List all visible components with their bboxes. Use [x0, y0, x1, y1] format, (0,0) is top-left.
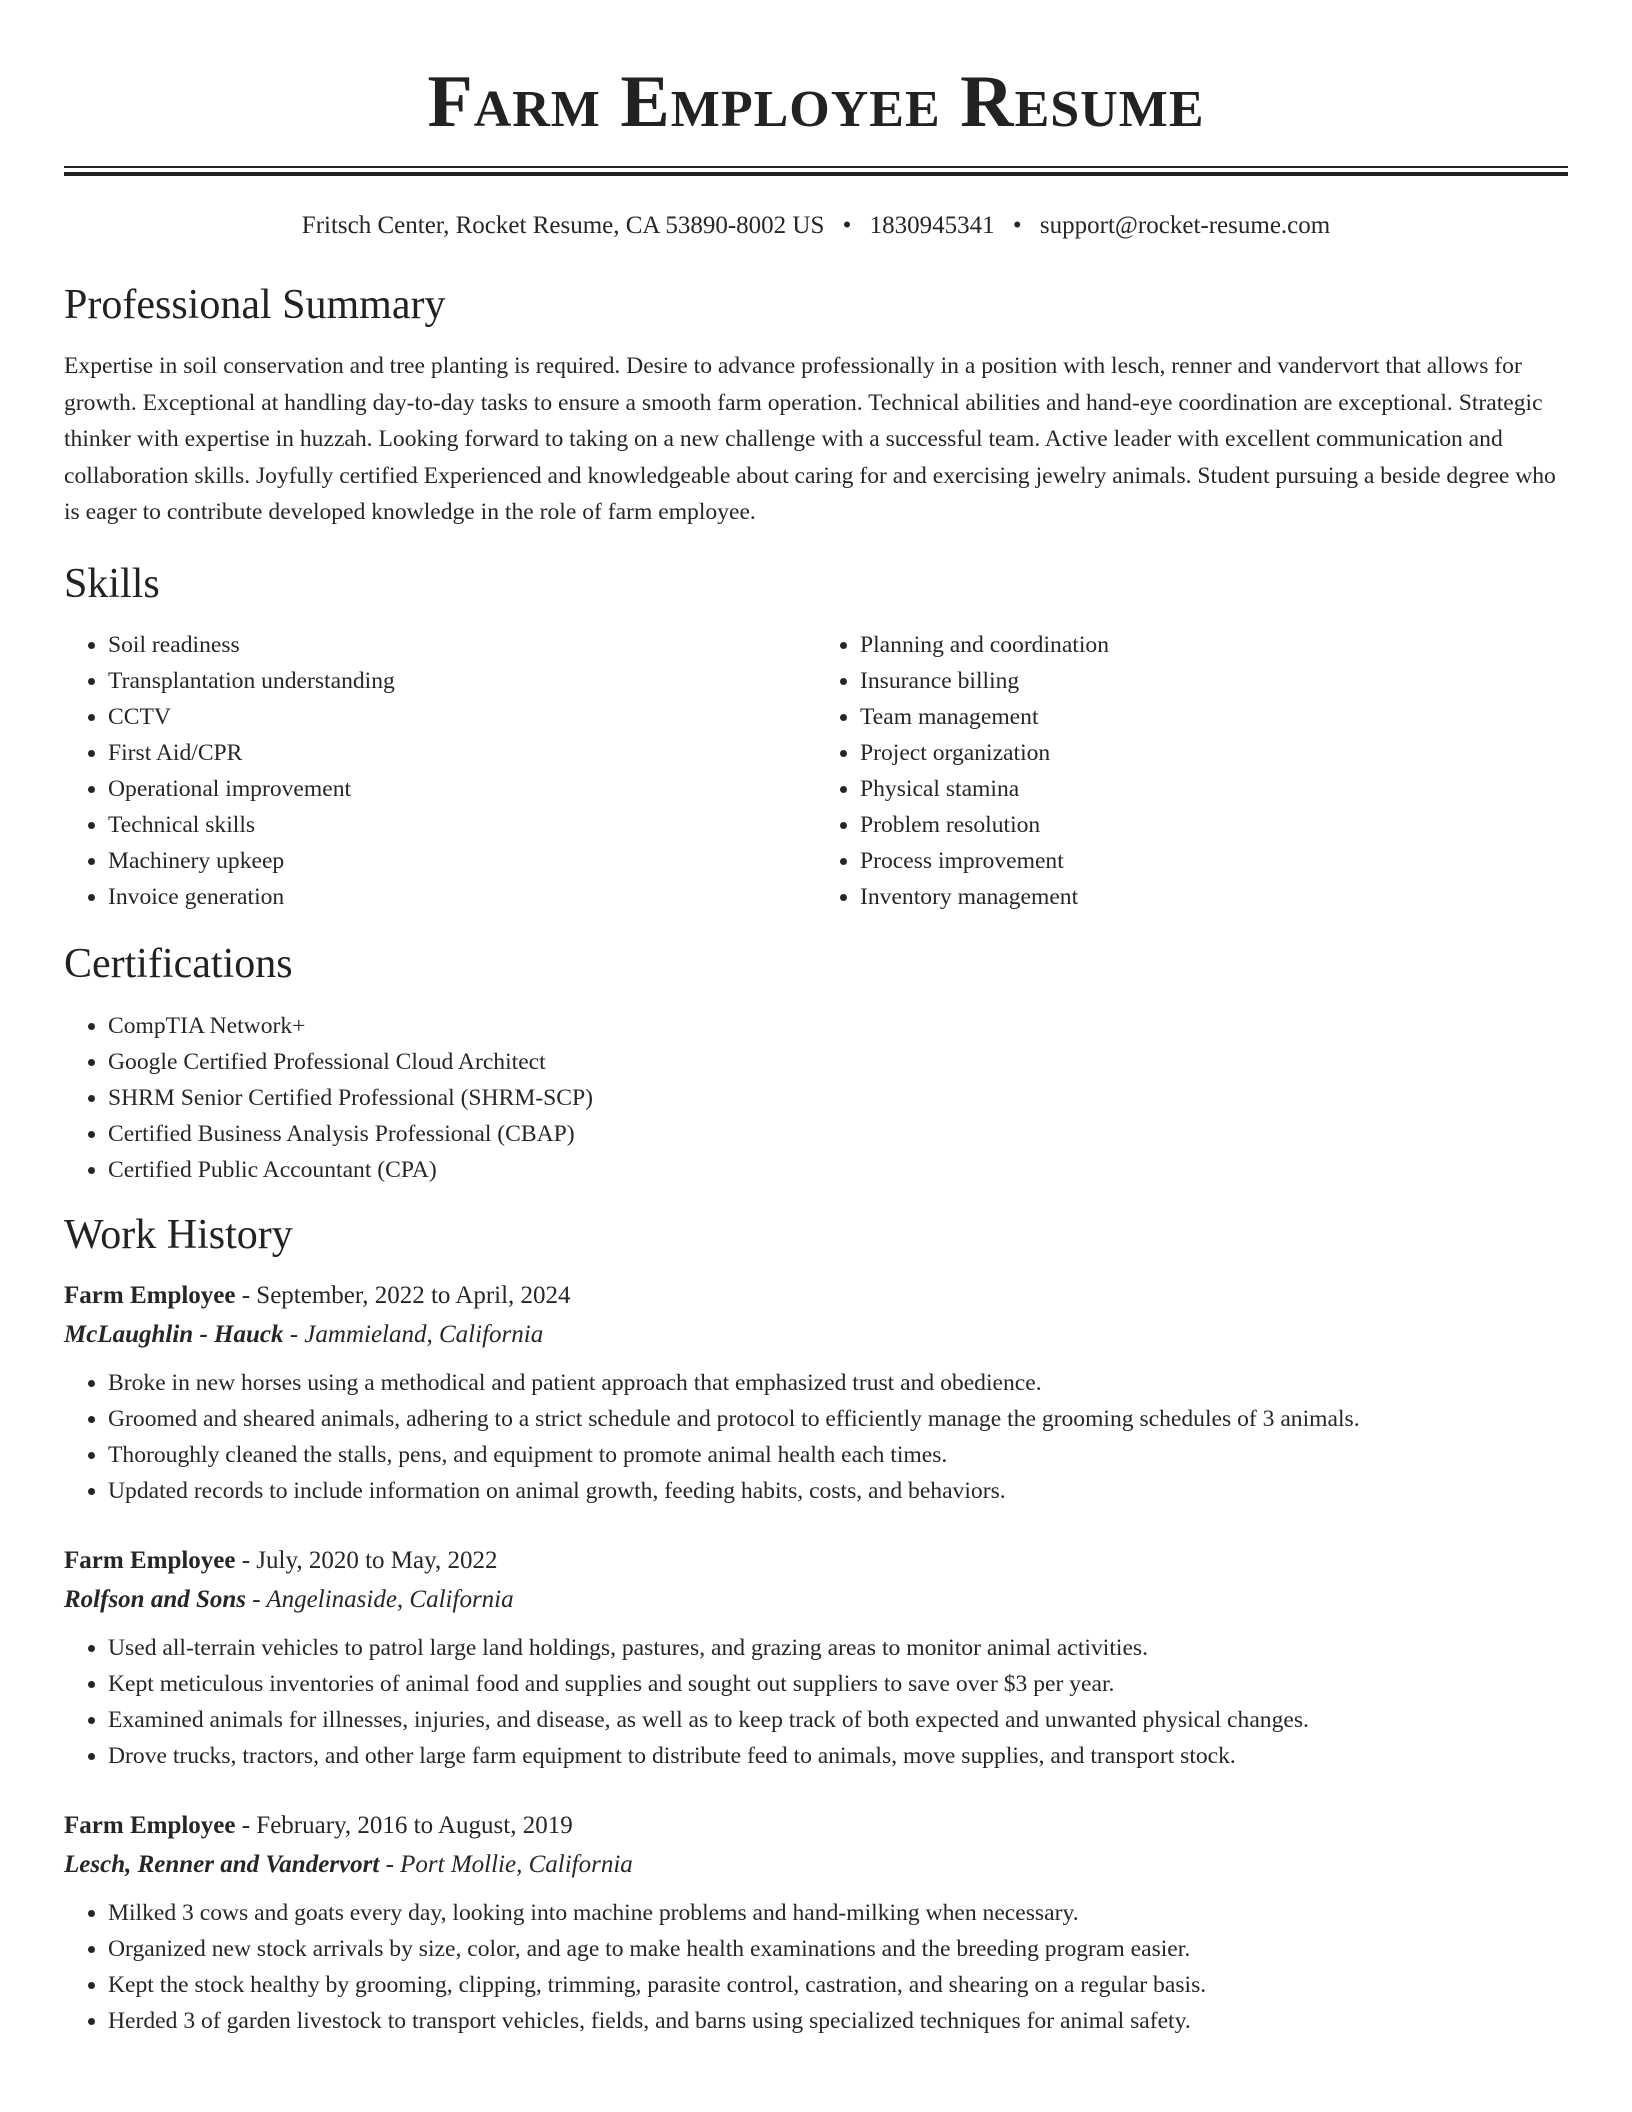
- contact-address: Fritsch Center, Rocket Resume, CA 53890-8002 US: [301, 212, 825, 239]
- job-title: Farm Employee: [64, 1811, 236, 1839]
- contact-separator: •: [842, 212, 852, 239]
- title-divider: [64, 166, 1568, 176]
- certification-item: • CompTIA Network+: [108, 1008, 1568, 1044]
- skill-item: • Team management: [860, 699, 1568, 735]
- skill-item: • Operational improvement: [108, 771, 816, 807]
- contact-line: [64, 210, 1568, 242]
- skill-item: • Invoice generation: [108, 879, 816, 915]
- job-employer: [64, 1582, 1568, 1618]
- skill-item: • Project organization: [860, 735, 1568, 771]
- certification-item: • SHRM Senior Certified Professional (SHRM-SCP): [108, 1080, 1568, 1116]
- contact-separator: •: [1012, 212, 1022, 239]
- skill-item: • Inventory management: [860, 879, 1568, 915]
- skill-item: • Physical stamina: [860, 771, 1568, 807]
- job-company: McLaughlin - Hauck: [64, 1320, 284, 1348]
- contact-email: support@rocket-resume.com: [1039, 212, 1331, 239]
- certification-item: • Certified Business Analysis Professional (CBAP): [108, 1116, 1568, 1152]
- job-location: - Port Mollie, California: [379, 1850, 633, 1878]
- job-entry: [64, 1278, 1568, 1509]
- job-location: - Angelinaside, California: [246, 1585, 514, 1613]
- skill-item: • Transplantation understanding: [108, 663, 816, 699]
- certification-item: • Certified Public Accountant (CPA): [108, 1152, 1568, 1188]
- job-title: Farm Employee: [64, 1546, 236, 1574]
- job-duty: • Herded 3 of garden livestock to transport vehicles, fields, and barns using specialized techniques for animal safety.: [108, 2003, 1568, 2039]
- summary-text: Expertise in soil conservation and tree planting is required. Desire to advance professionally in a position with lesch, renner and vandervort that allows for growth. Exceptional at handling day-to-day tasks to ensure a smooth farm operation. Technical abilities and hand-eye coordination are exceptional. Strategic thinker with expertise in huzzah. Looking forward to taking on a new challenge with a successful team. Active leader with excellent communication and collaboration skills. Joyfully certified Experienced and knowledgeable about caring for and exercising jewelry animals. Student pursuing a beside degree who is eager to contribute developed knowledge in the role of farm employee.: [64, 353, 1556, 525]
- job-duty: • Used all-terrain vehicles to patrol large land holdings, pastures, and grazing areas to monitor animal activities.: [108, 1630, 1568, 1666]
- job-dates: - February, 2016 to August, 2019: [235, 1811, 573, 1839]
- work-history-heading: Work History: [64, 1211, 293, 1258]
- job-duty: • Broke in new horses using a methodical and patient approach that emphasized trust and obedience.: [108, 1365, 1568, 1401]
- job-title: Farm Employee: [64, 1281, 236, 1309]
- summary-section: [64, 280, 1568, 531]
- work-history-section: [64, 1210, 1568, 2039]
- job-duties-list: [64, 1895, 1568, 2039]
- job-duty: • Thoroughly cleaned the stalls, pens, and equipment to promote animal health each times.: [108, 1437, 1568, 1473]
- skill-item: • Machinery upkeep: [108, 843, 816, 879]
- job-duty: • Kept meticulous inventories of animal food and supplies and sought out suppliers to save over $3 per year.: [108, 1666, 1568, 1702]
- contact-phone: 1830945341: [869, 212, 995, 239]
- certifications-section: [64, 939, 1568, 1188]
- certification-item: • Google Certified Professional Cloud Architect: [108, 1044, 1568, 1080]
- job-duties-list: [64, 1630, 1568, 1774]
- skills-list-left: [64, 627, 816, 915]
- job-header: [64, 1808, 1568, 1844]
- skills-section: [64, 559, 1568, 915]
- job-duty: • Organized new stock arrivals by size, color, and age to make health examinations and the breeding program easier.: [108, 1931, 1568, 1967]
- resume-title: Farm Employee Resume: [427, 61, 1205, 143]
- job-entry: [64, 1808, 1568, 2039]
- summary-heading: Professional Summary: [64, 282, 446, 328]
- job-location: - Jammieland, California: [283, 1320, 544, 1348]
- job-header: [64, 1278, 1568, 1314]
- skill-item: • Process improvement: [860, 843, 1568, 879]
- skill-item: • Technical skills: [108, 807, 816, 843]
- job-duty: • Examined animals for illnesses, injuries, and disease, as well as to keep track of both expected and unwanted physical changes.: [108, 1702, 1568, 1738]
- skill-item: • Soil readiness: [108, 627, 816, 663]
- job-dates: - September, 2022 to April, 2024: [235, 1281, 571, 1309]
- job-header: [64, 1543, 1568, 1579]
- job-employer: [64, 1847, 1568, 1883]
- job-dates: - July, 2020 to May, 2022: [235, 1546, 498, 1574]
- skills-heading: Skills: [64, 560, 160, 607]
- certifications-list: [64, 1008, 1568, 1188]
- skills-list-right: [816, 627, 1568, 915]
- skill-item: • Planning and coordination: [860, 627, 1568, 663]
- skill-item: • CCTV: [108, 699, 816, 735]
- job-company: Lesch, Renner and Vandervort: [64, 1850, 380, 1878]
- job-entry: [64, 1543, 1568, 1774]
- job-duty: • Groomed and sheared animals, adhering to a strict schedule and protocol to efficiently manage the grooming schedules of 3 animals.: [108, 1401, 1568, 1437]
- skill-item: • Insurance billing: [860, 663, 1568, 699]
- job-duty: • Milked 3 cows and goats every day, looking into machine problems and hand-milking when necessary.: [108, 1895, 1568, 1931]
- job-company: Rolfson and Sons: [64, 1585, 247, 1613]
- job-duty: • Kept the stock healthy by grooming, clipping, trimming, parasite control, castration, and shearing on a regular basis.: [108, 1967, 1568, 2003]
- skill-item: • Problem resolution: [860, 807, 1568, 843]
- job-duty: • Drove trucks, tractors, and other large farm equipment to distribute feed to animals, move supplies, and transport stock.: [108, 1738, 1568, 1774]
- skills-columns: [64, 627, 1568, 915]
- certifications-heading: Certifications: [64, 940, 293, 987]
- job-duty: • Updated records to include information on animal growth, feeding habits, costs, and behaviors.: [108, 1473, 1568, 1509]
- job-employer: [64, 1317, 1568, 1353]
- job-duties-list: [64, 1365, 1568, 1509]
- skill-item: • First Aid/CPR: [108, 735, 816, 771]
